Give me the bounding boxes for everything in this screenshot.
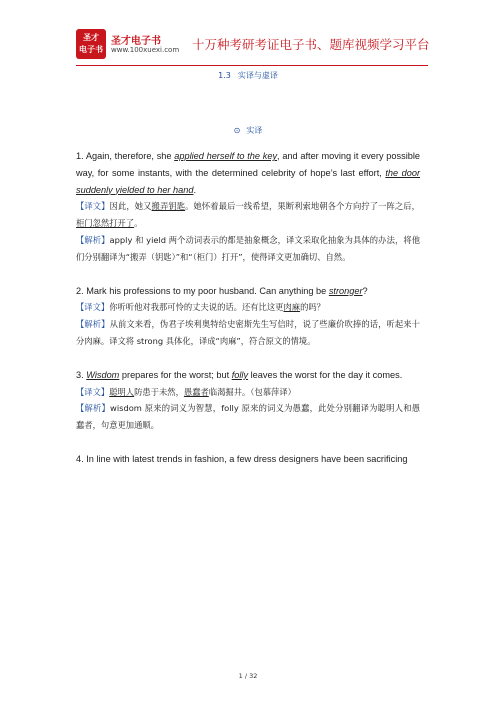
item-analysis: 【解析】apply 和 yield 两个动词表示的都是抽象概念，译文采取化抽象为具体的办法，将他们分别翻译为“搬弄（钥匙）”和“（柜门）打开”，使得译文更加确切、自然。	[76, 234, 420, 262]
underlined-phrase: 聪明人	[109, 386, 135, 397]
logo-text-line1: 圣才	[83, 33, 99, 42]
analysis-tag: 【解析】	[76, 234, 110, 245]
item-number: 1.	[76, 151, 84, 161]
page-number: 1 / 32	[238, 672, 258, 680]
underlined-phrase: folly	[231, 369, 249, 380]
underlined-phrase: 愚蠢者	[183, 386, 209, 397]
section-title	[0, 70, 496, 81]
logo-text-line2: 电子书	[79, 45, 103, 54]
item-number: 4.	[76, 453, 84, 464]
item-analysis: 【解析】从前文来看，伪君子埃利奥特给史密斯先生写信时，说了些廉价吹捧的话，听起来十分肉麻。译文将 strong 具体化，译成“肉麻”，符合原文的情境。	[76, 319, 420, 346]
subsection-title	[0, 125, 496, 136]
section-title-text: 实译与虚译	[237, 71, 278, 80]
header-divider	[76, 65, 428, 66]
underlined-phrase: applied herself to the key	[174, 151, 278, 161]
circle-bullet-icon: ⊙	[233, 126, 241, 135]
section-number: 1.3	[218, 71, 231, 80]
item-number: 3.	[76, 369, 84, 380]
page-header	[76, 29, 428, 63]
item-sentence: 2. Mark his professions to my poor husband. Can anything be stronger?	[76, 285, 368, 296]
underlined-phrase: Wisdom	[86, 369, 120, 380]
translation-tag: 【译文】	[76, 386, 110, 397]
header-slogan: 十万种考研考证电子书、题库视频学习平台	[192, 37, 430, 52]
item-sentence: 4. In line with latest trends in fashion, a few dress designers have been sacrificing	[76, 453, 408, 464]
brand-url[interactable]: www.100xuexi.com	[111, 46, 180, 54]
main-content	[76, 148, 420, 468]
analysis-tag: 【解析】	[76, 319, 110, 330]
item-sentence: 3. Wisdom prepares for the worst; but folly leaves the worst for the day it comes.	[76, 369, 403, 380]
subsection-title-text: 实译	[246, 126, 263, 135]
item-sentence: 1. Again, therefore, she applied herself to the key, and after moving it every possible way, for some instants, with the determined celebrity of hope’s last effort, the door suddenly yielded to her hand.	[76, 151, 421, 195]
item-translation: 【译文】你听听他对我那可怜的丈夫说的话。还有比这更肉麻的吗？	[76, 302, 325, 313]
underlined-phrase: 搬弄钥匙	[151, 201, 186, 212]
underlined-phrase: 柜门忽然打开了	[76, 218, 135, 229]
underlined-phrase: stronger	[328, 285, 363, 296]
brand-logo	[76, 29, 106, 59]
item-translation: 【译文】因此，她又搬弄钥匙。她怀着最后一线希望，果断利索地朝各个方向拧了一阵之后，柜门忽然打开了。	[76, 201, 420, 229]
item-analysis: 【解析】wisdom 原来的词义为智慧，folly 原来的词义为愚蠢，此处分别翻译为聪明人和愚蠢者，句意更加通顺。	[76, 403, 420, 431]
item-number: 2.	[76, 285, 84, 296]
underlined-phrase: the door suddenly yielded to her hand	[76, 167, 421, 195]
item-translation: 【译文】聪明人防患于未然，愚蠢者临渴掘井。（包慕萍译）	[76, 386, 296, 397]
translation-tag: 【译文】	[76, 302, 110, 313]
translation-tag: 【译文】	[76, 201, 110, 212]
brand-name: 圣才电子书	[111, 36, 161, 47]
analysis-tag: 【解析】	[76, 403, 111, 414]
underlined-phrase: 肉麻	[283, 302, 301, 313]
